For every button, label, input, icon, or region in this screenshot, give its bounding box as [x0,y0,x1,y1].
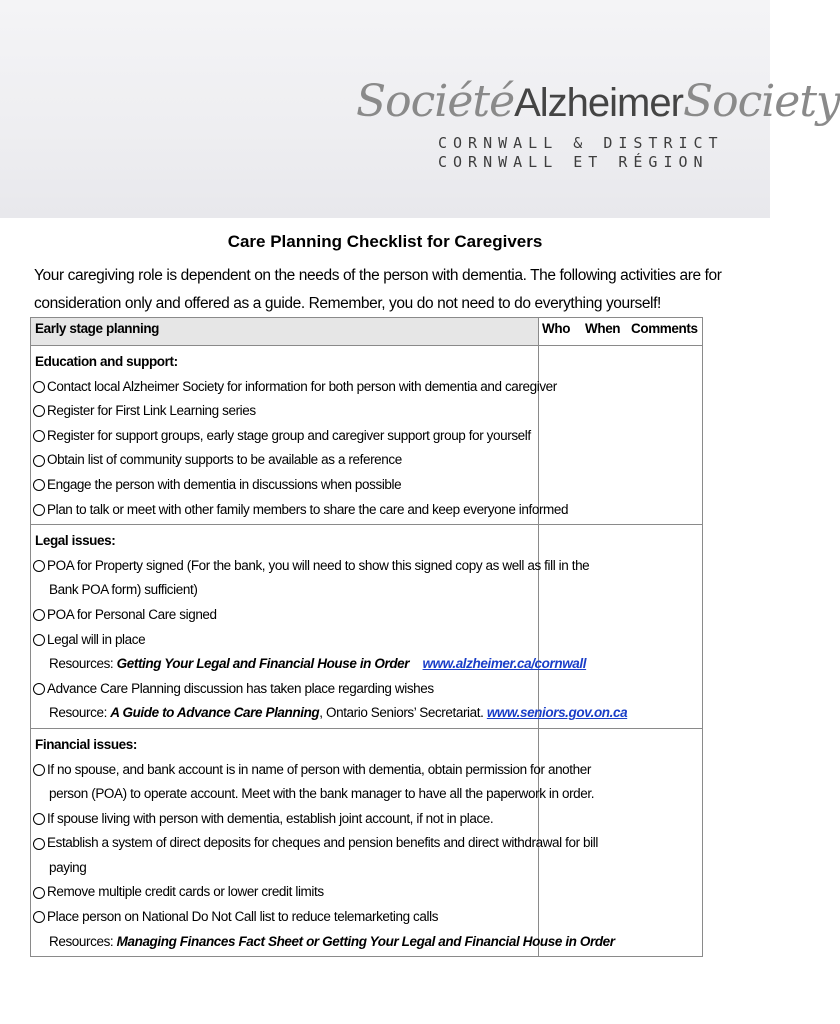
checklist-item [33,603,534,628]
resource-prefix: Resources: [49,933,117,949]
header-columns [539,318,703,346]
section-heading: Legal issues: [35,533,116,549]
resource-publisher: , Ontario Seniors’ Secretariat. [319,705,487,721]
checkbox-circle[interactable] [33,504,45,516]
item-label: Obtain list of community supports to be available as a reference [47,452,402,468]
checklist-item [33,628,534,653]
checkbox-circle[interactable] [33,838,45,850]
checklist-item [33,880,534,905]
page-title: Care Planning Checklist for Caregivers [227,232,543,251]
logo-subtitle-english: CORNWALL & DISTRICT [438,134,724,152]
section-heading: Education and support: [35,354,178,369]
checklist-table [30,317,703,957]
resource-prefix: Resource: [49,705,111,721]
checkbox-circle[interactable] [33,683,45,695]
checkbox-circle[interactable] [33,887,45,899]
checkbox-circle[interactable] [33,479,45,491]
col-when: When [585,321,621,336]
checkbox-circle[interactable] [33,634,45,646]
item-label: Remove multiple credit cards or lower credit limits [47,884,324,900]
header-early-stage-planning: Early stage planning [31,318,539,346]
item-label: Advance Care Planning discussion has taken place regarding wishes [47,680,434,696]
checkbox-circle[interactable] [33,560,45,572]
checklist-item [33,399,534,424]
logo-subtitle-french: CORNWALL ET RÉGION [438,153,709,171]
checkbox-circle[interactable] [33,455,45,467]
checklist-item [33,448,534,473]
seniors-gov-link[interactable]: www.seniors.gov.on.ca [486,705,628,721]
section-legal-row [31,525,703,729]
checkbox-circle[interactable] [33,813,45,825]
checklist-item [33,758,591,783]
item-label: Engage the person with dementia in discussions when possible [47,476,402,492]
checkbox-circle[interactable] [33,430,45,442]
section-education [31,346,569,525]
logo-word-english: Society [682,76,840,127]
item-label: Register for First Link Learning series [47,403,256,419]
section-financial [31,728,615,956]
item-continuation: person (POA) to operate account. Meet with the bank manager to have all the paperwork in order. [49,786,595,802]
alzheimer-cornwall-link[interactable]: www.alzheimer.ca/cornwall [422,656,587,672]
checkbox-circle[interactable] [33,381,45,393]
checklist-item [33,498,569,523]
checklist-item [33,807,534,832]
section-education-row [31,346,703,525]
checkbox-circle[interactable] [33,405,45,417]
checklist-item [33,424,534,449]
logo-word-alzheimer: Alzheimer [514,81,683,125]
item-continuation: paying [49,859,87,875]
checklist-item [33,554,590,579]
header-banner [0,0,840,218]
checklist-item [33,905,534,930]
section-heading: Financial issues: [35,736,137,752]
resource-title: A Guide to Advance Care Planning [110,705,320,721]
col-comments: Comments [631,321,698,336]
section-financial-row [31,728,703,956]
item-label: Establish a system of direct deposits for cheques and pension benefits and direct withdrawal for bill [47,835,598,851]
item-label: If no spouse, and bank account is in name of person with dementia, obtain permission for another [47,761,591,777]
item-label: If spouse living with person with dementia, establish joint account, if not in place. [47,810,494,826]
resource-line [33,930,615,955]
item-label: Legal will in place [47,631,146,647]
checklist-item [33,375,557,400]
table-header-row [31,318,703,346]
checklist-item [33,677,534,702]
item-label: Contact local Alzheimer Society for information for both person with dementia and caregiver [47,378,557,394]
intro-paragraph: Your caregiving role is dependent on the needs of the person with dementia. The following activities are for consideration only and offered as a guide. Remember, you do not need to do everything yourself! [34,267,722,312]
resource-line [33,652,587,677]
resource-line [33,701,628,726]
logo-word-french: Société [356,76,515,127]
item-label: Plan to talk or meet with other family members to share the care and keep everyone informed [47,501,569,517]
item-continuation: Bank POA form) sufficient) [49,582,198,598]
section-legal [31,525,628,729]
item-label: Place person on National Do Not Call list to reduce telemarketing calls [47,909,439,925]
checkbox-circle[interactable] [33,609,45,621]
checkbox-circle[interactable] [33,911,45,923]
society-logo [356,76,840,129]
item-label: POA for Property signed (For the bank, you will need to show this signed copy as well as fill in the [47,557,590,573]
checklist-item [33,831,598,856]
col-who: Who [542,321,571,336]
item-label: POA for Personal Care signed [47,606,217,622]
resource-prefix: Resources: [49,656,117,672]
resource-title: Getting Your Legal and Financial House in Order [116,656,410,672]
checklist-item [33,473,534,498]
resource-title: Managing Finances Fact Sheet or Getting Your Legal and Financial House in Order [116,933,615,949]
item-label: Register for support groups, early stage group and caregiver support group for yourself [47,427,531,443]
checkbox-circle[interactable] [33,764,45,776]
